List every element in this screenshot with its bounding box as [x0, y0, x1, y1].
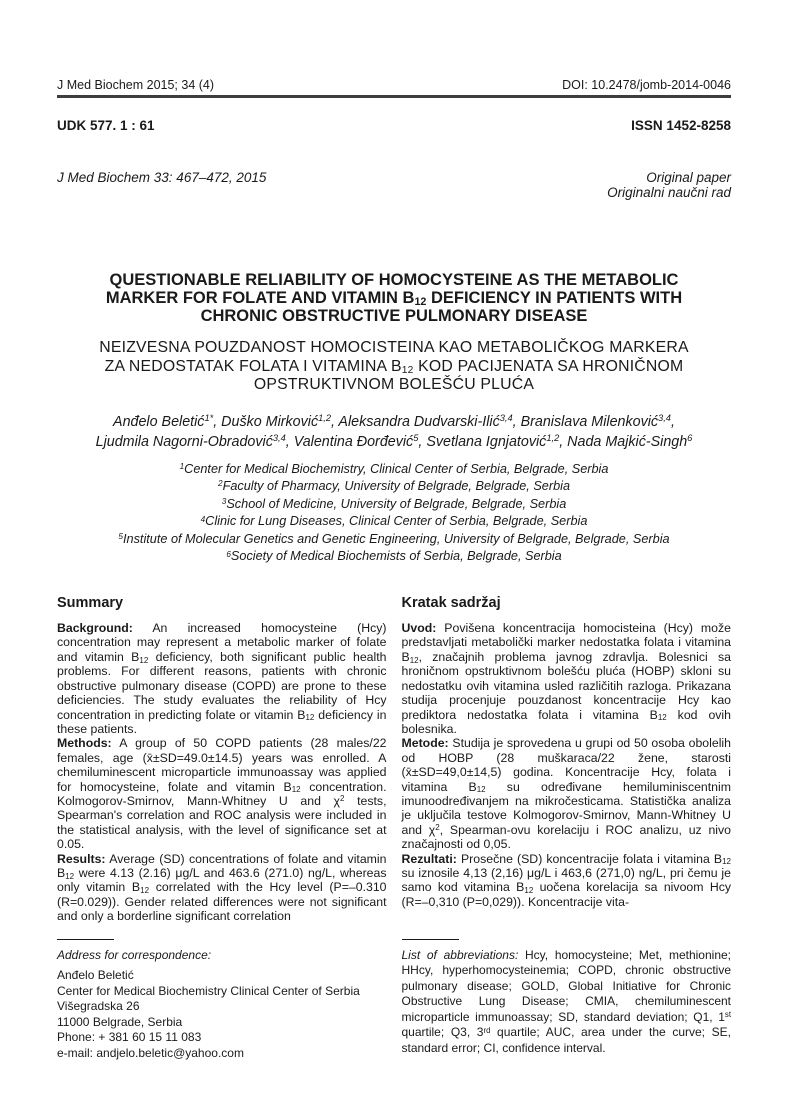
summary-paragraph: Results: Average (SD) concentrations of folate and vitamin $B_{12}$ were 4.13 (2.16) μg/L and 463.6 (271.0) ng/L, whereas only vitamin $B_{12}$ correlated with the Hcy level (P=–0.310 (R=0.029)). Gender related differences were not significant and only a borderline significant correlation — [57, 851, 387, 924]
affiliation-item: $^4$Clinic for Lung Diseases, Clinical Center of Serbia, Belgrade, Serbia — [200, 514, 588, 529]
summary-paragraph: Methods: A group of 50 COPD patients (28 males/22 females, age (x̄±SD=49.0±14.5) years was enrolled. A chemiluminescent microparticle immunoassay was applied for homocysteine, folate and vitamin $B_{12}$ concentration. Kolmogorov-Smirnov, Mann-Whitney U and $\chi^2$ tests, Spearman's correlation and ROC analysis were included in the statistical analysis, with the level of significance set at 0.05. — [57, 736, 387, 852]
summary-paragraph: Background: An increased homocysteine (Hcy) concentration may represent a metabolic marker of folate and vitamin $B_{12}$ deficiency, both significant public health problems. For different reasons, patients with chronic obstructive pulmonary disease (COPD) are prone to these deficiencies. The study evaluates the reliability of Hcy concentration in predicting folate or vitamin $B_{12}$ deficiency in these patients. — [57, 621, 387, 736]
correspondence-line: Anđelo Beletić — [57, 968, 134, 983]
header-rule — [57, 95, 731, 98]
footnote-rule — [402, 939, 459, 940]
footnote-rule — [57, 939, 114, 940]
affiliation-item: $^1$Center for Medical Biochemistry, Clinical Center of Serbia, Belgrade, Serbia — [179, 461, 609, 476]
sazetak-paragraph: Uvod: Povišena koncentracija homocisteina (Hcy) može predstavljati metabolički marker nedostatka folata i vitamina $B_{12}$, značajnih problema javnog zdravlja. Bolesnici sa hroničnom opstruktivnom bolešću pluća (HOBP) skloni su nedostatku ovih vitamina usled različitih razloga. Prikazana studija procenjuje pouzdanost koncentracije Hcy kao prediktora nedostatka folata i vitamina $B_{12}$ kod ovih bolesnika. — [401, 621, 731, 736]
authors-block — [57, 412, 731, 452]
article-title-sr — [57, 339, 731, 395]
sazetak-paragraph: Rezultati: Prosečne (SD) koncentracije folata i vitamina $B_{12}$ su iznosile 4,13 (2,16) μg/L i 463,6 (271,0) ng/L, pri čemu je samo kod vitamina $B_{12}$ uočena korelacija sa nivoom Hcy (R=–0,310 (P=0,029)). Koncentracije vita- — [401, 851, 731, 909]
udk-issn-row — [57, 118, 731, 133]
doi-label: DOI: 10.2478/jomb-2014-0046 — [562, 78, 731, 92]
summary-heading: Summary — [57, 595, 124, 612]
footnotes — [57, 939, 731, 1061]
title-sr-line: NEIZVESNA POUZDANOST HOMOCISTEINA KAO METABOLIČKOG MARKERA — [99, 339, 689, 356]
authors-line: Anđelo Beletić$^{1*}$, Duško Mirković$^{1,2}$, Aleksandra Dudvarski-Ilić$^{3,4}$, Branislava Milenković$^{3,4}$, — [113, 413, 675, 430]
title-en-line: MARKER FOR FOLATE AND VITAMIN $B_{12}$ DEFICIENCY IN PATIENTS WITH — [105, 289, 683, 309]
authors-line: Ljudmila Nagorni-Obradović$^{3,4}$, Valentina Đorđević$^5$, Svetlana Ignjatović$^{1,2}$, Nada Majkić-Singh$^6$ — [95, 433, 693, 450]
sazetak-section — [402, 595, 732, 939]
abbreviations-text: List of abbreviations: Hcy, homocysteine; Met, methionine; HHcy, hyperhomocysteinemia; COPD, chronic obstructive pulmonary disease; GOLD, Global Initiative for Chronic Obstructive Lung Disease; CMIA, chemiluminescent microparticle immunoassay; SD, standard deviation; Q1, 1st quartile; Q3, 3rd quartile; AUC, area under the curve; SE, standard error; CI, confidence interval. — [401, 948, 731, 1055]
abstract-columns — [57, 595, 731, 939]
title-sr-line: ZA NEDOSTATAK FOLATA I VITAMINA $B_{12}$ KOD PACIJENATA SA HRONIČNOM — [104, 357, 684, 376]
summary-section — [57, 595, 387, 939]
journal-issue-label: J Med Biochem 2015; 34 (4) — [57, 78, 215, 92]
sazetak-heading: Kratak sadržaj — [401, 595, 501, 612]
abbreviations-note — [402, 939, 732, 1061]
paper-type-block — [607, 170, 731, 200]
correspondence-label: Address for correspondence: — [57, 948, 212, 963]
correspondence-note — [57, 939, 387, 1061]
correspondence-line: Višegradska 26 — [57, 999, 140, 1014]
affiliation-item: $^6$Society of Medical Biochemists of Serbia, Belgrade, Serbia — [226, 549, 562, 564]
citation-row — [57, 170, 731, 200]
affiliation-item: $^5$Institute of Molecular Genetics and Genetic Engineering, University of Belgrade, Belgrade, Serbia — [118, 531, 670, 546]
correspondence-line: Center for Medical Biochemistry Clinical Center of Serbia — [57, 983, 360, 998]
correspondence-lines — [57, 968, 387, 1061]
title-sr-line: OPSTRUKTIVNOM BOLEŠĆU PLUĆA — [253, 376, 535, 393]
sazetak-paragraph: Metode: Studija je sprovedena u grupi od 50 osoba obolelih od HOBP (28 muškaraca/22 žene, starosti (x̄±SD=49,0±14,5) godina. Koncentracije Hcy, folata i vitamina $B_{12}$ su određivane hemiluminiscentnim imunoodređivanjem na mikročesticama. Statistička analiza je uključila testove Kolmogorov-Smirnov, Mann-Whitney U and $\chi^2$, Spearman-ovu korelaciju i ROC analizu, uz nivo značajnosti od 0,05. — [401, 736, 731, 852]
title-en-line: QUESTIONABLE RELIABILITY OF HOMOCYSTEINE AS THE METABOLIC — [109, 271, 679, 289]
udk-label: UDK 577. 1 : 61 — [57, 118, 155, 133]
title-en-line: CHRONIC OBSTRUCTIVE PULMONARY DISEASE — [200, 307, 588, 325]
affiliation-item: $^2$Faculty of Pharmacy, University of Belgrade, Belgrade, Serbia — [217, 479, 570, 494]
article-title-en — [57, 271, 731, 325]
paper-type-en: Original paper — [646, 170, 731, 185]
correspondence-line: 11000 Belgrade, Serbia — [57, 1014, 183, 1029]
affiliations-block — [57, 461, 731, 567]
issn-label: ISSN 1452-8258 — [631, 118, 731, 133]
correspondence-line: e-mail: andjelo.beletic@yahoo.com — [57, 1045, 244, 1060]
masthead — [57, 78, 731, 93]
correspondence-line: Phone: + 381 60 15 11 083 — [57, 1030, 202, 1045]
affiliation-item: $^3$School of Medicine, University of Belgrade, Belgrade, Serbia — [221, 496, 567, 511]
citation-label: J Med Biochem 33: 467–472, 2015 — [57, 170, 267, 185]
paper-type-sr: Originalni naučni rad — [607, 185, 731, 200]
